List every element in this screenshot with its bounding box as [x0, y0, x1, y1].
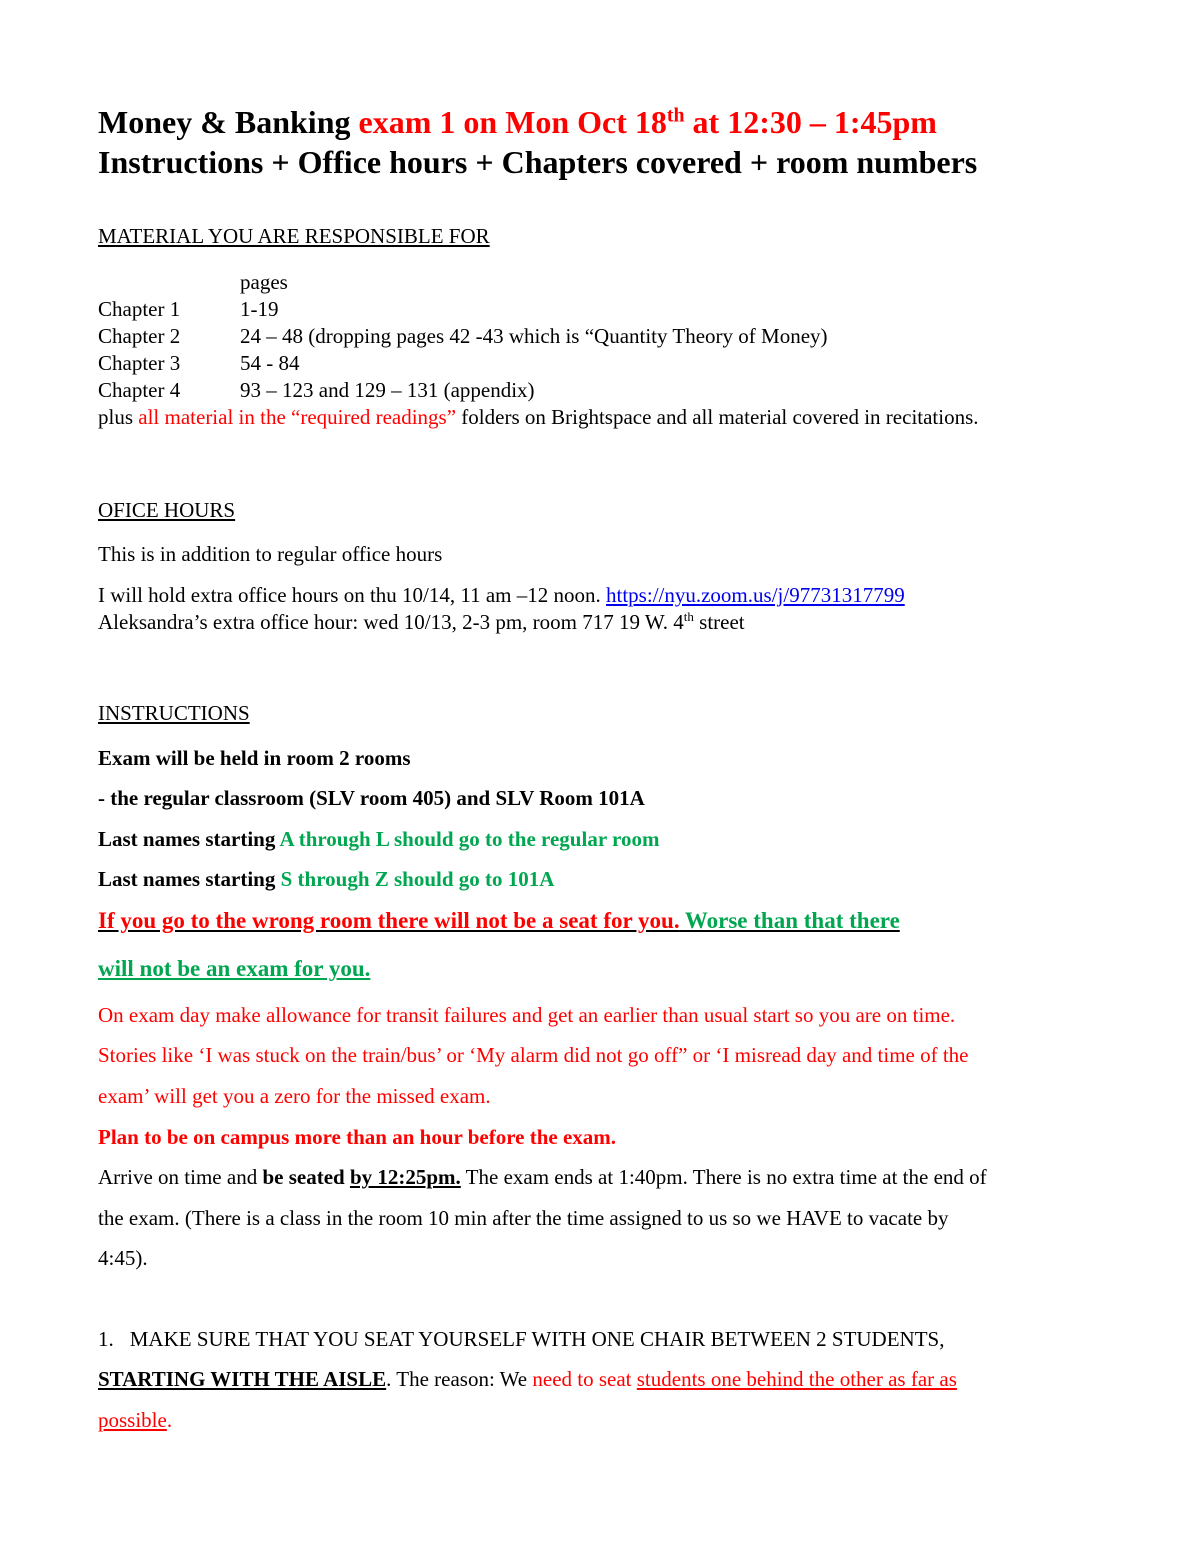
arrival-line-2: the exam. (There is a class in the room 10 min after the time assigned to us so we HAVE to vacate by	[98, 1206, 949, 1230]
zoom-link[interactable]: https://nyu.zoom.us/j/97731317799	[606, 583, 905, 607]
room-assignment-a-l: Last names starting A through L should go to the regular room	[98, 827, 660, 851]
office-hours-note: This is in addition to regular office hours	[98, 542, 443, 566]
title-course: Money & Banking	[98, 104, 359, 140]
arrival-line-1: Arrive on time and be seated by 12:25pm. The exam ends at 1:40pm. There is no extra time at the end of	[98, 1165, 987, 1189]
chapter-row: Chapter 4 93 – 123 and 129 – 131 (appendix)	[98, 378, 535, 402]
seating-instruction-3: possible.	[98, 1408, 173, 1432]
ta-office-hours: Aleksandra’s extra office hour: wed 10/13, 2-3 pm, room 717 19 W. 4th street	[98, 609, 745, 634]
chapter-row: Chapter 2 24 – 48 (dropping pages 42 -43 which is “Quantity Theory of Money)	[98, 324, 828, 348]
room-assignment-s-z: Last names starting S through Z should go to 101A	[98, 867, 555, 891]
arrival-line-3: 4:45).	[98, 1246, 148, 1270]
chapter-row: Chapter 3 54 - 84	[98, 351, 300, 375]
transit-warning-2: Stories like ‘I was stuck on the train/bus’ or ‘My alarm did not go off” or ‘I misread day and time of the	[98, 1043, 969, 1067]
required-readings-note: plus all material in the “required readings” folders on Brightspace and all material covered in recitations.	[98, 405, 979, 429]
seating-instruction-2: STARTING WITH THE AISLE. The reason: We need to seat students one behind the other as far as	[98, 1367, 957, 1391]
transit-warning-1: On exam day make allowance for transit failures and get an earlier than usual start so you are on time.	[98, 1003, 956, 1027]
rooms-detail-line: - the regular classroom (SLV room 405) and SLV Room 101A	[98, 786, 645, 810]
instructions-heading: INSTRUCTIONS	[98, 701, 250, 725]
wrong-room-warning: If you go to the wrong room there will not be a seat for you. Worse than that there	[98, 908, 900, 933]
title-exam-date: exam 1 on Mon Oct 18th at 12:30 – 1:45pm	[358, 104, 937, 140]
transit-warning-3: exam’ will get you a zero for the missed exam.	[98, 1084, 491, 1108]
seating-instruction-1: 1. MAKE SURE THAT YOU SEAT YOURSELF WITH ONE CHAIR BETWEEN 2 STUDENTS,	[98, 1327, 945, 1351]
plan-ahead-note: Plan to be on campus more than an hour before the exam.	[98, 1125, 617, 1149]
pages-column-header: pages	[240, 270, 288, 294]
material-heading: MATERIAL YOU ARE RESPONSIBLE FOR	[98, 224, 490, 248]
page-title-line-1	[98, 102, 937, 142]
office-hours-heading: OFICE HOURS	[98, 498, 236, 522]
wrong-room-warning-cont: will not be an exam for you.	[98, 956, 371, 981]
exam-rooms-line: Exam will be held in room 2 rooms	[98, 746, 411, 770]
page-title-line-2: Instructions + Office hours + Chapters covered + room numbers	[98, 144, 978, 180]
extra-office-hours: I will hold extra office hours on thu 10/14, 11 am –12 noon. https://nyu.zoom.us/j/97731317799	[98, 583, 905, 607]
chapter-row: Chapter 1 1-19	[98, 297, 279, 321]
